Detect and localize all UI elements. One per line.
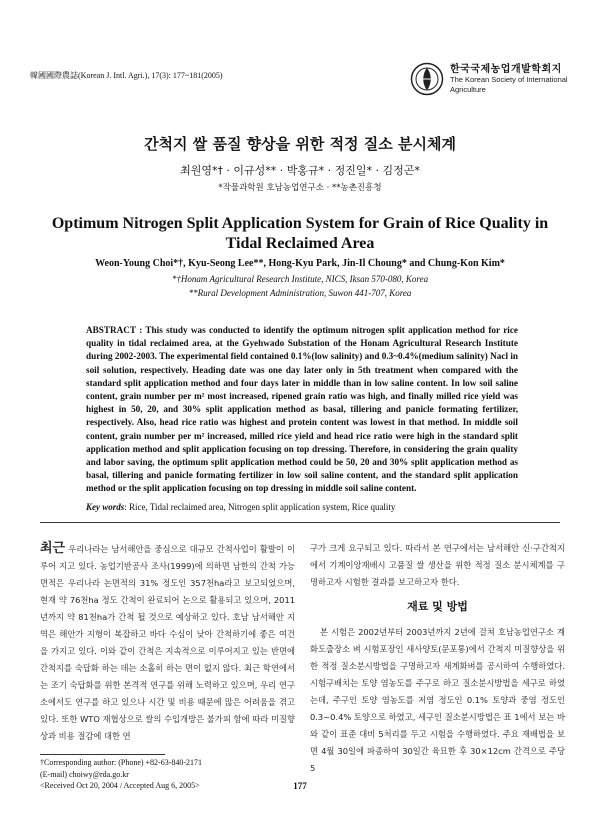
methods-text: 본 시험은 2002년부터 2003년까지 2년에 걸쳐 호남농업연구소 계화도출장소 벼 시험포장인 새사양토(문포통)에서 간척지 미질향상을 위한 적정 질소분시방법을 구명하고자 새계화벼를 공시하여 수행하였다. 시험구배치는 토양 염농도를 주구로 하고 질소분시방법을 세구로 하였는데, 주구인 토양 염농도를 저염 정도인 0.1% 토양과 중염 정도인 0.3~0.4% 토양으로 하였고, 세구인 질소분시방법은 표 1에서 보는 바와 같이 표준 대비 5처리를 두고 시험을 수행하였다. 주요 재배법을 보면 4월 30일에 파종하여 30일간 육묘한 후 30×12cm 간격으로 주당 5 [310, 627, 565, 773]
keywords-label: Key words [86, 502, 125, 512]
intro-left-text: 우리나라는 남서해안을 중심으로 대규모 간척사업이 활발이 이루어 지고 있다. 농업기반공사 조사(1999)에 의하면 남한의 간척 가능 면적은 우리나라 논면적의 31% 정도인 357천ha라고 보고되었으며, 현재 약 76천ha 정도 간척이 완료되어 논으로 활용되고 있으며, 2011년까지 약 81천ha가 간척 될 것으로 예상하고 있다. 호남 남서해안 지역은 해안가 지형이 복잡하고 바다 수심이 낮아 간척하기에 좋은 여건을 가지고 있다. 이와 같이 간척은 지속적으로 이루어지고 있는 반면에 간척지를 숙답화 하는 데는 소홀히 하는 면이 없지 않다. 최근 학연에서는 조기 숙답화를 위한 본격적 연구를 위해 노력하고 있으며, 우리 연구소에서도 연구를 하고 있으나 시간 및 비용 때문에 많은 어려움을 겪고 있다. 또한 WTO 재협상으로 쌀의 수입개방은 불가피 함에 따라 미질향상과 비용 절감에 대한 연 [40, 544, 295, 741]
society-name-en-line2: Agriculture [450, 85, 486, 94]
footnote-divider [40, 754, 165, 755]
intro-lead-word: 최근 [40, 541, 66, 556]
affiliation-english-1: *†Honam Agricultural Research Institute, NICS, Iksan 570-080, Korea [171, 274, 429, 284]
authors-korean: 최원영*† · 이규성** · 박홍규* · 정진일* · 김정곤* [180, 164, 420, 177]
society-name-en-line1: The Korean Society of International [450, 75, 568, 84]
journal-citation: 韓國國際農誌(Korean J. Intl. Agri.), 17(3): 177~181(2005) [30, 71, 223, 80]
title-english [0, 214, 600, 254]
footnote-received: <Received Oct 20, 2004 / Accepted Aug 6, 2005> [40, 781, 200, 790]
abstract [86, 324, 518, 496]
keywords [86, 502, 526, 512]
keywords-text: : Rice, Tidal reclaimed area, Nitrogen split application system, Rice quality [124, 502, 396, 512]
title-english-line2: Tidal Reclaimed Area [225, 235, 375, 252]
affiliation-english-2: **Rural Development Administration, Suwon 441-707, Korea [188, 288, 412, 298]
society-name-ko: 한국국제농업개발학회지 [450, 64, 562, 75]
page-number: 177 [293, 781, 307, 791]
authors-english: Weon-Young Choi*†, Kyu-Seong Lee**, Hong-Kyu Park, Jin-Il Choung* and Chung-Kon Kim* [95, 258, 505, 269]
affiliation-korean: *작물과학원 호남농업연구소 · **농촌진흥청 [218, 183, 382, 193]
title-korean: 간척지 쌀 품질 향상을 위한 적정 질소 분시체계 [144, 135, 456, 153]
section-divider [40, 522, 560, 523]
society-logo-icon [410, 62, 444, 96]
title-english-line1: Optimum Nitrogen Split Application System for Grain of Rice Quality in [51, 215, 549, 232]
abstract-text: This study was conducted to identify the optimum nitrogen split application method for rice quality in tidal reclaimed area, at the Gyehwado Substation of the Honam Agricultural Research Institute during 2002-2003. The experimental field contained 0.1%(low salinity) and 0.3~0.4%(medium salinity) Nacl in soil solution, respectively. Heading date was one day later only in 5th treatment when compared with the standard split application method and four days later in middle than in low saline content. In low soil saline content, grain number per m² most increased, ripened grain ratio was high, and finally milled rice yield was highest in 50, 20, and 30% split application method as basal, tillering and panicle formating fertilizer, respectively. Also, head rice ratio was highest and protein content was lowest in that method. In middle soil content, grain number per m² increased, milled rice yield and head rice ratio were high in the standard split application method and split application focusing on top dressing. Therefore, in considering the grain quality and labor saving, the optimum split application method could be 50, 20 and 30% split application method as basal, tillering and panicle formating fertilizer in low soil saline content, and the standard split application method or the split application focusing on top dressing in middle soil saline content. [86, 325, 518, 494]
introduction-right-column: 구가 크게 요구되고 있다. 따라서 본 연구에서는 남서해안 신·구간척지에서 기계이앙재배시 고품질 쌀 생산을 위한 적정 질소 분시체계를 구명하고자 시험한 결과를 보고하고자 한다. [310, 543, 565, 587]
footnote-corresponding: †Corresponding author: (Phone) +82-63-840-2171 [40, 758, 203, 767]
footnote-email: (E-mail) choiwy@rda.go.kr [40, 769, 129, 779]
section-heading-methods: 재료 및 방법 [407, 600, 468, 613]
abstract-label: ABSTRACT : [86, 325, 146, 335]
introduction-left-column [40, 540, 295, 745]
society-header [410, 60, 580, 100]
